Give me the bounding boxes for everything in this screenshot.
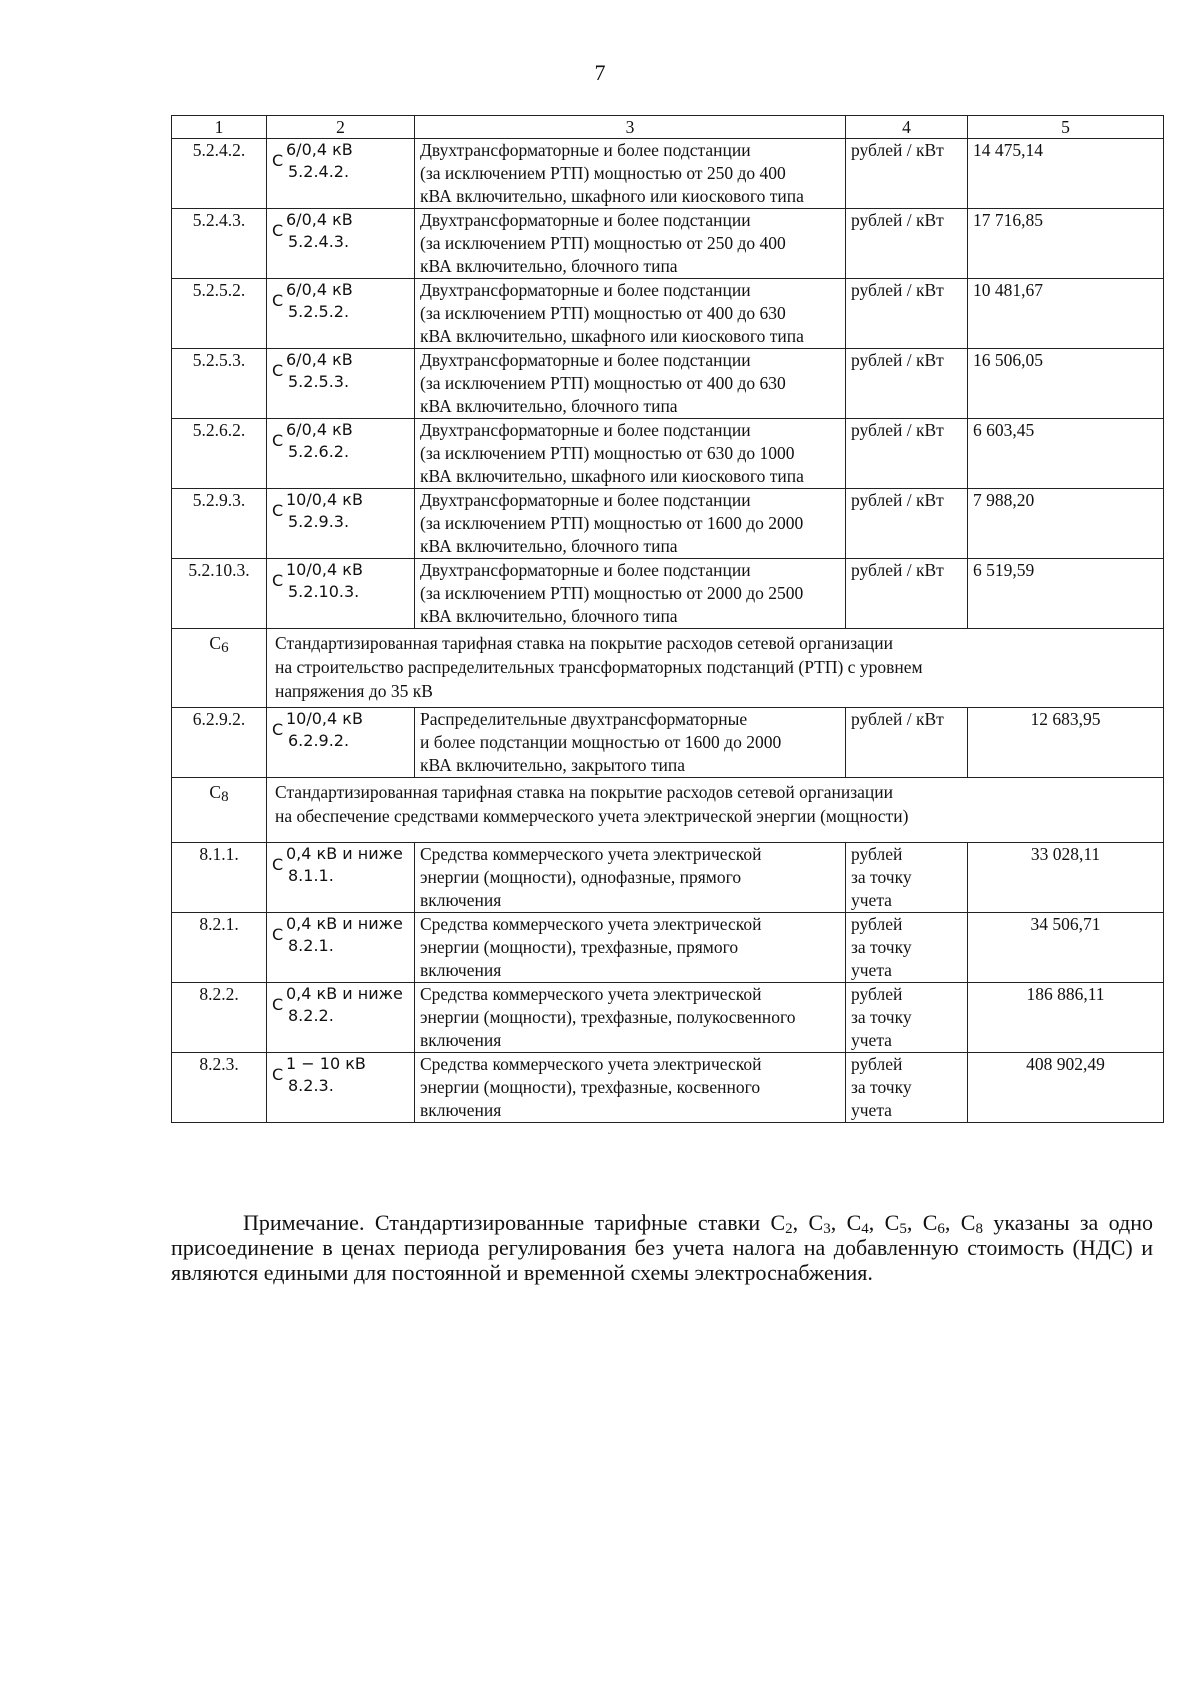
unit-line: учета [851, 960, 892, 980]
rate-subscript: 6 [937, 1221, 945, 1237]
rate-value: 12 683,95 [968, 708, 1164, 778]
formula-voltage: 6/0,4 кВ [286, 420, 353, 439]
rate-code: 5.2.9.3. [172, 489, 267, 559]
description-line: Двухтрансформаторные и более подстанции [420, 280, 751, 300]
unit-line: рублей / кВт [851, 140, 944, 160]
table-row [172, 843, 1164, 913]
formula-index: 5.2.4.2. [288, 162, 350, 181]
formula-lines [286, 489, 363, 533]
description-line: Средства коммерческого учета электрической [420, 844, 762, 864]
rate-formula [267, 349, 415, 419]
table-row [172, 209, 1164, 279]
unit-line: рублей / кВт [851, 490, 944, 510]
section-code-subscript: 8 [221, 789, 229, 805]
section-title-line: Стандартизированная тарифная ставка на покрытие расходов сетевой организации [275, 633, 894, 653]
formula-lines [286, 708, 363, 752]
rate-code: 8.2.3. [172, 1053, 267, 1123]
rate-value: 6 603,45 [968, 419, 1164, 489]
rate-value: 34 506,71 [968, 913, 1164, 983]
formula-lines [286, 279, 353, 323]
section-title-line: на обеспечение средствами коммерческого учета электрической энергии (мощности) [275, 806, 909, 826]
formula-block [272, 209, 409, 253]
formula-block [272, 983, 409, 1027]
formula-letter: C [272, 361, 284, 380]
rate-subscript: 3 [823, 1221, 831, 1237]
formula-letter: C [272, 291, 284, 310]
rate-letter: С [960, 1210, 976, 1235]
description-line: Распределительные двухтрансформаторные [420, 709, 748, 729]
table-row [172, 913, 1164, 983]
rate-description [415, 419, 846, 489]
rate-unit [846, 489, 968, 559]
rate-formula [267, 139, 415, 209]
formula-lines [286, 209, 353, 253]
rate-symbol [961, 1210, 983, 1235]
rate-description [415, 843, 846, 913]
unit-line: рублей / кВт [851, 350, 944, 370]
formula-letter: C [272, 1065, 284, 1084]
formula-block [272, 708, 409, 752]
description-line: включения [420, 890, 502, 910]
note-rates: $С_2$, $С_3$, $С_4$, $С_5$, $С_6$, $С_8$ [770, 1210, 983, 1237]
formula-letter: C [272, 431, 284, 450]
formula-letter: C [272, 995, 284, 1014]
page-number: 7 [594, 60, 606, 85]
rate-description [415, 279, 846, 349]
rate-formula [267, 708, 415, 778]
formula-block [272, 279, 409, 323]
formula-index: 5.2.6.2. [288, 442, 350, 461]
rate-unit [846, 419, 968, 489]
rate-description [415, 913, 846, 983]
description-line: включения [420, 960, 502, 980]
formula-voltage: 6/0,4 кВ [286, 140, 353, 159]
column-header: 5 [968, 116, 1164, 139]
formula-lines [286, 913, 403, 957]
section-title-line: напряжения до 35 кВ [275, 681, 433, 701]
rate-unit [846, 559, 968, 629]
description-line: кВА включительно, блочного типа [420, 536, 678, 556]
formula-index: 8.2.1. [288, 936, 334, 955]
formula-voltage: 6/0,4 кВ [286, 280, 353, 299]
description-line: включения [420, 1100, 502, 1120]
rate-subscript: 5 [899, 1221, 907, 1237]
formula-index: 8.2.2. [288, 1006, 334, 1025]
formula-index: 5.2.5.2. [288, 302, 350, 321]
formula-letter: C [272, 855, 284, 874]
rate-description [415, 489, 846, 559]
formula-letter: C [272, 151, 284, 170]
rate-value: 186 886,11 [968, 983, 1164, 1053]
column-header: 4 [846, 116, 968, 139]
description-line: энергии (мощности), трехфазные, косвенного [420, 1077, 761, 1097]
formula-index: 8.2.3. [288, 1076, 334, 1095]
section-title [267, 629, 1164, 708]
rate-formula [267, 983, 415, 1053]
description-line: Средства коммерческого учета электрической [420, 914, 762, 934]
description-line: (за исключением РТП) мощностью от 630 до 1000 [420, 443, 795, 463]
formula-letter: C [272, 720, 284, 739]
formula-lines [286, 139, 353, 183]
rate-code: 5.2.5.2. [172, 279, 267, 349]
formula-index: 5.2.5.3. [288, 372, 350, 391]
rate-formula [267, 559, 415, 629]
rate-code: 5.2.10.3. [172, 559, 267, 629]
section-code-subscript: 6 [221, 640, 229, 656]
unit-line: рублей [851, 984, 903, 1004]
rate-formula [267, 419, 415, 489]
rate-letter: С [846, 1210, 862, 1235]
rate-value: 17 716,85 [968, 209, 1164, 279]
table-row [172, 489, 1164, 559]
description-line: (за исключением РТП) мощностью от 400 до 630 [420, 303, 786, 323]
rate-formula [267, 913, 415, 983]
unit-line: учета [851, 1100, 892, 1120]
description-line: кВА включительно, шкафного или киоскового типа [420, 186, 804, 206]
formula-lines [286, 559, 363, 603]
formula-lines [286, 1053, 366, 1097]
unit-line: рублей [851, 1054, 903, 1074]
description-line: кВА включительно, шкафного или киоскового типа [420, 466, 804, 486]
table-row [172, 139, 1164, 209]
section-code: $С_8$ [172, 778, 267, 843]
description-line: Средства коммерческого учета электрической [420, 1054, 762, 1074]
unit-line: рублей [851, 844, 903, 864]
unit-line: рублей / кВт [851, 280, 944, 300]
formula-voltage: 10/0,4 кВ [286, 709, 363, 728]
section-code: $С_6$ [172, 629, 267, 708]
rate-value: 14 475,14 [968, 139, 1164, 209]
rate-formula [267, 1053, 415, 1123]
rate-description [415, 559, 846, 629]
rate-value: 408 902,49 [968, 1053, 1164, 1123]
rate-formula [267, 489, 415, 559]
rate-symbol [847, 1210, 869, 1235]
description-line: Двухтрансформаторные и более подстанции [420, 490, 751, 510]
formula-block [272, 843, 409, 887]
formula-block [272, 489, 409, 533]
rate-code: 8.1.1. [172, 843, 267, 913]
table-row [172, 349, 1164, 419]
section-row [172, 629, 1164, 708]
description-line: кВА включительно, шкафного или киоскового типа [420, 326, 804, 346]
note-paragraph [171, 1210, 1153, 1285]
formula-letter: C [272, 571, 284, 590]
description-line: (за исключением РТП) мощностью от 250 до 400 [420, 233, 786, 253]
rate-description [415, 1053, 846, 1123]
rate-unit [846, 1053, 968, 1123]
formula-voltage: 10/0,4 кВ [286, 490, 363, 509]
formula-letter: C [272, 501, 284, 520]
formula-index: 6.2.9.2. [288, 731, 350, 750]
rate-code: 5.2.4.3. [172, 209, 267, 279]
rate-unit [846, 843, 968, 913]
formula-voltage: 6/0,4 кВ [286, 350, 353, 369]
unit-line: рублей / кВт [851, 420, 944, 440]
formula-voltage: 1 − 10 кВ [286, 1054, 366, 1073]
formula-letter: C [272, 221, 284, 240]
formula-letter: C [272, 925, 284, 944]
description-line: энергии (мощности), трехфазные, прямого [420, 937, 739, 957]
rate-description [415, 708, 846, 778]
formula-block [272, 139, 409, 183]
rate-letter: С [808, 1210, 824, 1235]
rate-code: 5.2.6.2. [172, 419, 267, 489]
table-row [172, 279, 1164, 349]
formula-lines [286, 843, 403, 887]
rate-code: 6.2.9.2. [172, 708, 267, 778]
rate-description [415, 349, 846, 419]
formula-index: 5.2.10.3. [288, 582, 360, 601]
tariff-table [171, 115, 1164, 1123]
rate-symbol [809, 1210, 831, 1235]
formula-voltage: 6/0,4 кВ [286, 210, 353, 229]
rate-value: 7 988,20 [968, 489, 1164, 559]
rate-symbol [923, 1210, 945, 1235]
formula-index: 5.2.4.3. [288, 232, 350, 251]
rate-code: 8.2.2. [172, 983, 267, 1053]
unit-line: за точку [851, 1077, 912, 1097]
rate-description [415, 209, 846, 279]
description-line: (за исключением РТП) мощностью от 2000 до 2500 [420, 583, 804, 603]
unit-line: за точку [851, 1007, 912, 1027]
table-row [172, 559, 1164, 629]
note-suffix: указаны за одно присоединение в ценах периода регулирования без учета налога на добавленную стоимость (НДС) и являются едиными для постоянной и временной схемы электроснабжения. [171, 1210, 1154, 1285]
rate-letter: С [884, 1210, 900, 1235]
rate-letter: С [922, 1210, 938, 1235]
section-title-line: на строительство распределительных трансформаторных подстанций (РТП) с уровнем [275, 657, 923, 677]
formula-lines [286, 419, 353, 463]
tariff-table-body [172, 139, 1164, 1123]
unit-line: рублей [851, 914, 903, 934]
rate-subscript: 4 [861, 1221, 869, 1237]
description-line: (за исключением РТП) мощностью от 1600 до 2000 [420, 513, 804, 533]
rate-subscript: 8 [975, 1221, 983, 1237]
formula-lines [286, 349, 353, 393]
formula-block [272, 559, 409, 603]
description-line: Двухтрансформаторные и более подстанции [420, 210, 751, 230]
rate-code: 5.2.5.3. [172, 349, 267, 419]
column-header: 3 [415, 116, 846, 139]
formula-block [272, 349, 409, 393]
rate-subscript: 2 [785, 1221, 793, 1237]
description-line: Двухтрансформаторные и более подстанции [420, 350, 751, 370]
note-prefix: Примечание. Стандартизированные тарифные ставки [243, 1210, 771, 1235]
unit-line: рублей / кВт [851, 560, 944, 580]
rate-unit [846, 708, 968, 778]
table-row [172, 983, 1164, 1053]
rate-symbol [885, 1210, 907, 1235]
rate-letter: С [770, 1210, 786, 1235]
rate-formula [267, 209, 415, 279]
formula-index: 5.2.9.3. [288, 512, 350, 531]
column-header: 1 [172, 116, 267, 139]
rate-unit [846, 983, 968, 1053]
formula-index: 8.1.1. [288, 866, 334, 885]
table-row [172, 708, 1164, 778]
rate-unit [846, 139, 968, 209]
description-line: Двухтрансформаторные и более подстанции [420, 420, 751, 440]
description-line: кВА включительно, блочного типа [420, 396, 678, 416]
rate-value: 10 481,67 [968, 279, 1164, 349]
rate-code: 5.2.4.2. [172, 139, 267, 209]
description-line: Двухтрансформаторные и более подстанции [420, 140, 751, 160]
table-row [172, 1053, 1164, 1123]
rate-formula [267, 843, 415, 913]
column-header: 2 [267, 116, 415, 139]
rate-code: 8.2.1. [172, 913, 267, 983]
formula-voltage: 0,4 кВ и ниже [286, 914, 403, 933]
unit-line: учета [851, 890, 892, 910]
rate-value: 6 519,59 [968, 559, 1164, 629]
rate-description [415, 139, 846, 209]
unit-line: за точку [851, 937, 912, 957]
unit-line: рублей / кВт [851, 709, 944, 729]
description-line: (за исключением РТП) мощностью от 400 до 630 [420, 373, 786, 393]
section-title [267, 778, 1164, 843]
rate-unit [846, 349, 968, 419]
description-line: включения [420, 1030, 502, 1050]
formula-block [272, 419, 409, 463]
section-row [172, 778, 1164, 843]
description-line: кВА включительно, закрытого типа [420, 755, 686, 775]
description-line: и более подстанции мощностью от 1600 до 2000 [420, 732, 782, 752]
rate-description [415, 983, 846, 1053]
table-header-row [172, 116, 1164, 139]
unit-line: за точку [851, 867, 912, 887]
formula-block [272, 1053, 409, 1097]
formula-voltage: 0,4 кВ и ниже [286, 844, 403, 863]
rate-unit [846, 913, 968, 983]
rate-formula [267, 279, 415, 349]
rate-symbol [770, 1210, 792, 1235]
table-row [172, 419, 1164, 489]
formula-voltage: 10/0,4 кВ [286, 560, 363, 579]
description-line: энергии (мощности), трехфазные, полукосвенного [420, 1007, 796, 1027]
rate-value: 16 506,05 [968, 349, 1164, 419]
formula-lines [286, 983, 403, 1027]
description-line: кВА включительно, блочного типа [420, 606, 678, 626]
description-line: Средства коммерческого учета электрической [420, 984, 762, 1004]
rate-unit [846, 279, 968, 349]
formula-block [272, 913, 409, 957]
description-line: Двухтрансформаторные и более подстанции [420, 560, 751, 580]
formula-voltage: 0,4 кВ и ниже [286, 984, 403, 1003]
description-line: кВА включительно, блочного типа [420, 256, 678, 276]
unit-line: учета [851, 1030, 892, 1050]
description-line: энергии (мощности), однофазные, прямого [420, 867, 742, 887]
rate-value: 33 028,11 [968, 843, 1164, 913]
rate-unit [846, 209, 968, 279]
section-title-line: Стандартизированная тарифная ставка на покрытие расходов сетевой организации [275, 782, 894, 802]
unit-line: рублей / кВт [851, 210, 944, 230]
description-line: (за исключением РТП) мощностью от 250 до 400 [420, 163, 786, 183]
